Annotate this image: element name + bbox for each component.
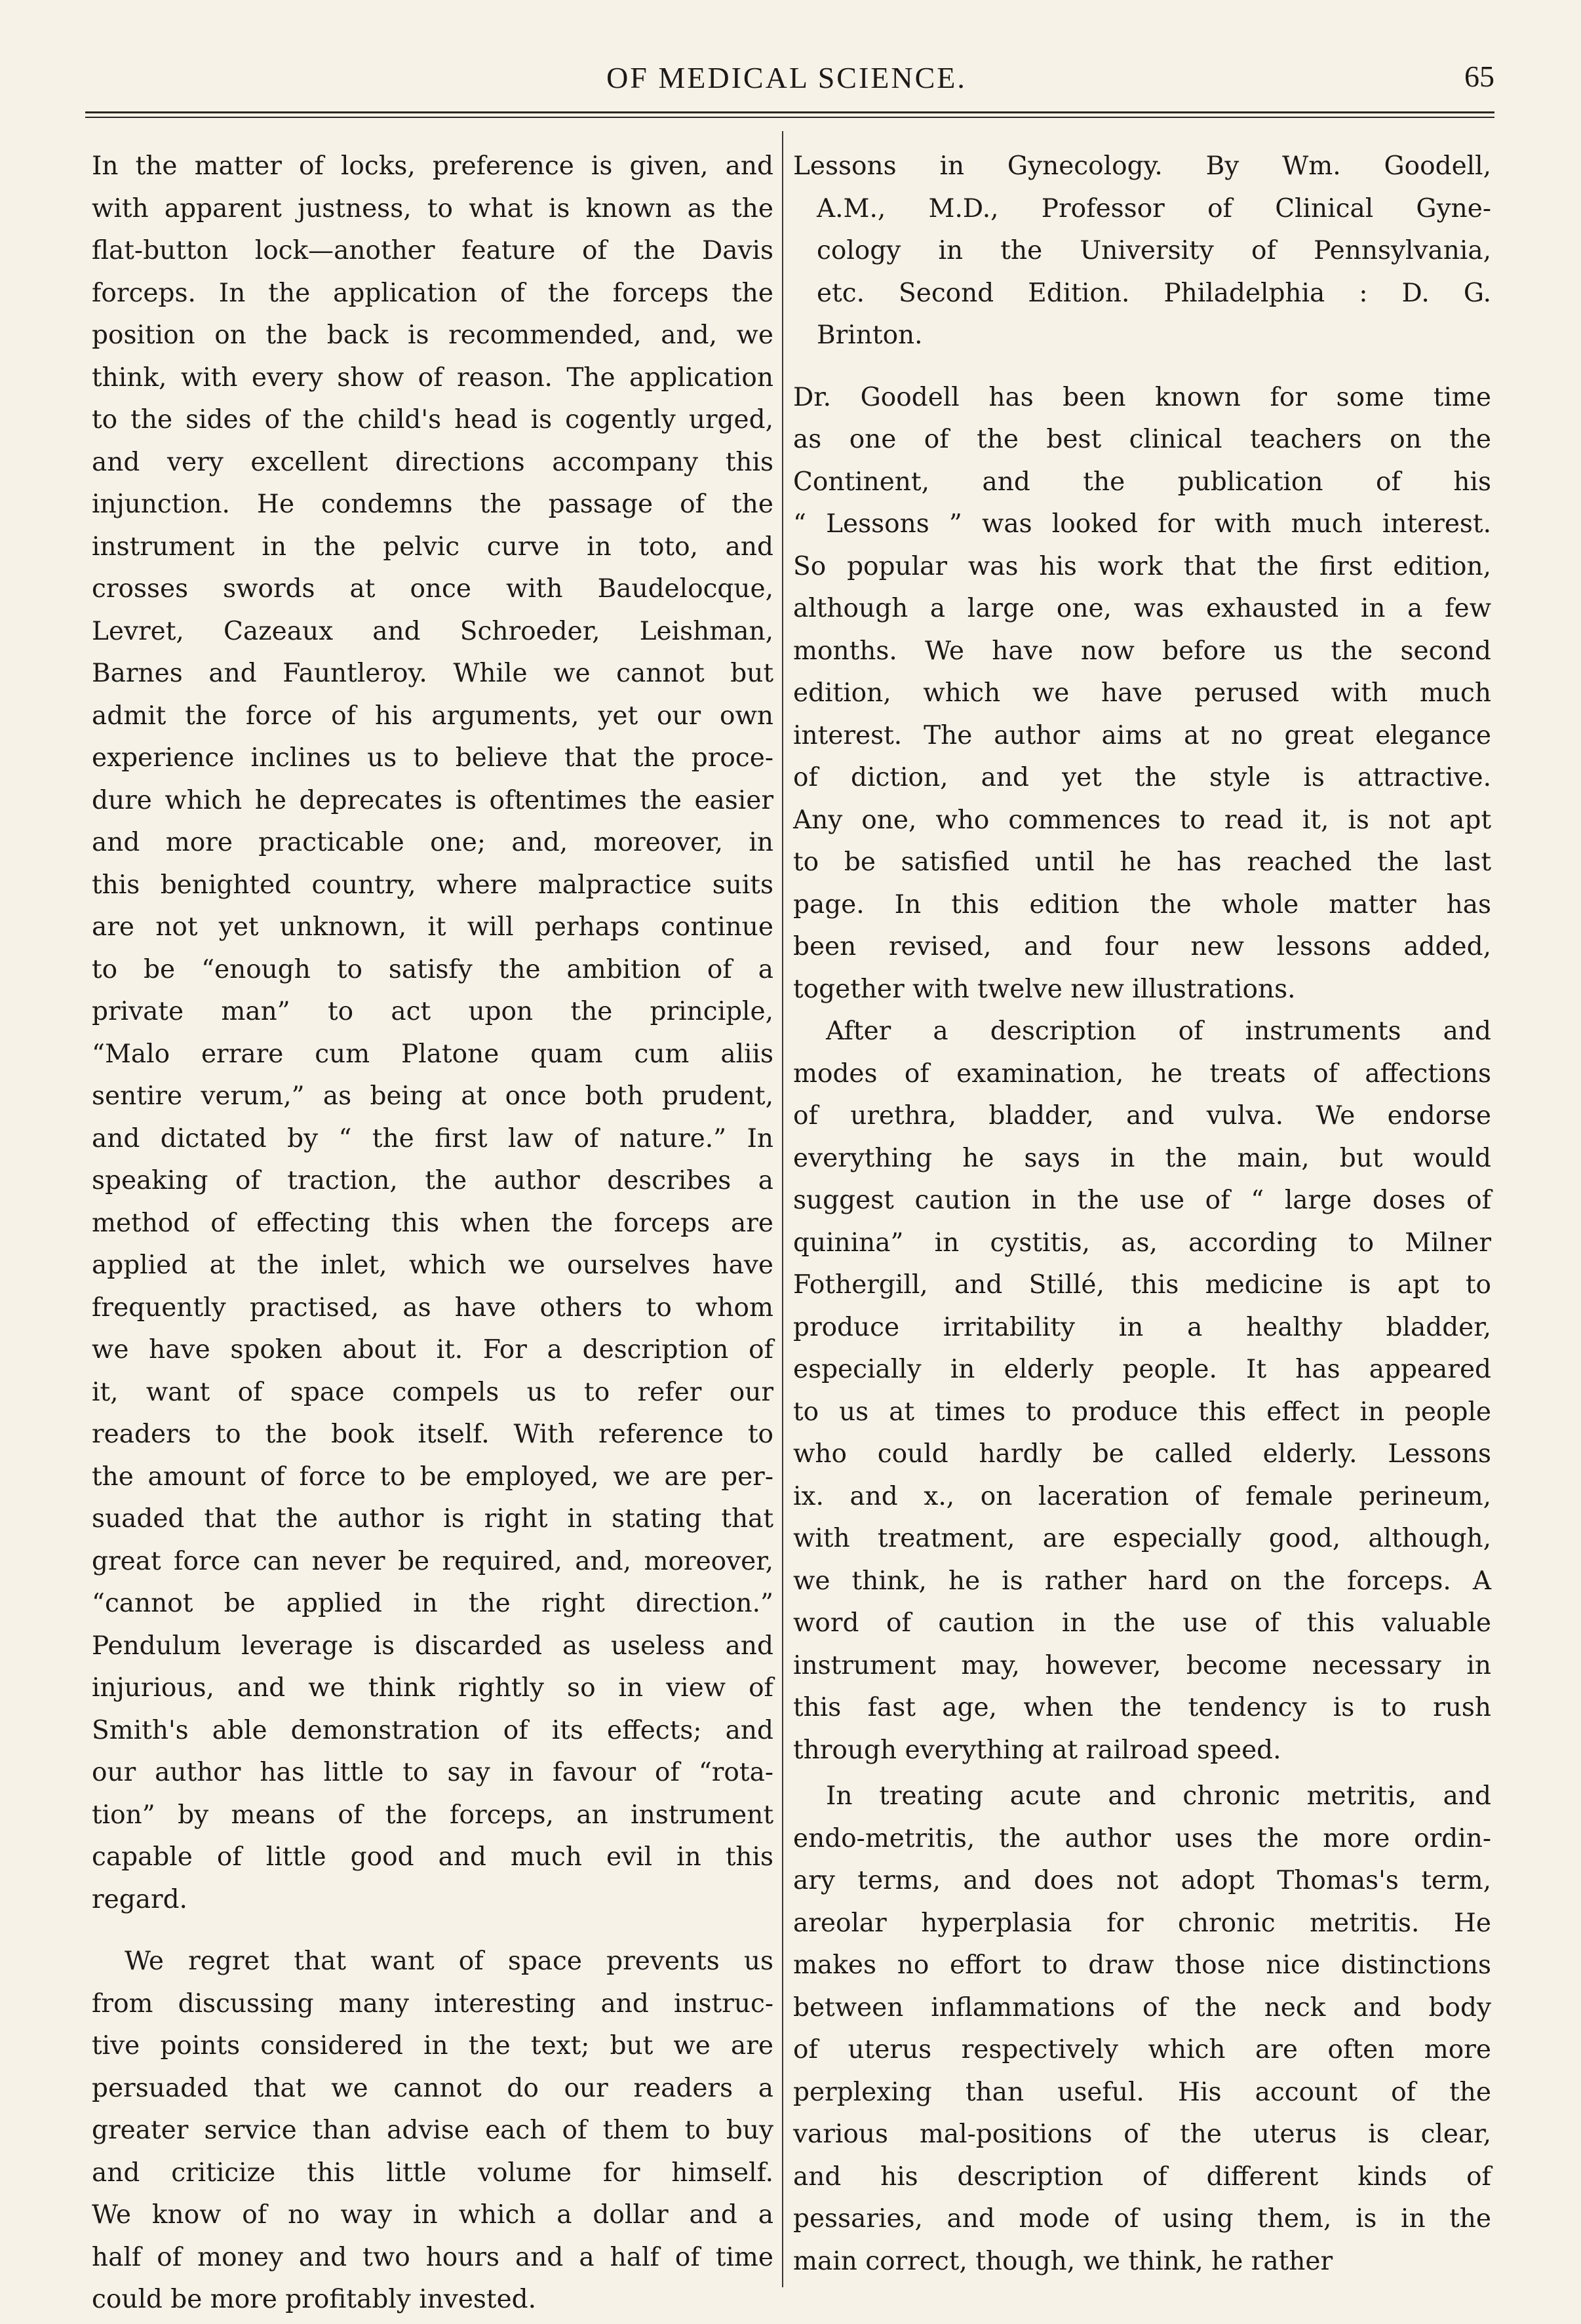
text-line: Dr. Goodell has been known for some time	[793, 382, 1491, 412]
text-line: to the sides of the child's head is cogently urged,	[92, 405, 773, 435]
text-line: months. We have now before us the second	[793, 636, 1491, 666]
text-line: word of caution in the use of this valuable	[793, 1608, 1491, 1638]
text-line: to be satisfied until he has reached the last	[793, 847, 1491, 877]
text-line: endo-metritis, the author uses the more ordin-	[793, 1823, 1491, 1853]
text-line: are not yet unknown, it will perhaps continue	[92, 912, 773, 942]
text-line: Fothergill, and Stillé, this medicine is apt to	[793, 1270, 1491, 1300]
text-line: with treatment, are especially good, although,	[793, 1524, 1491, 1553]
left-paragraph-1	[92, 145, 773, 1921]
text-line: interest. The author aims at no great elegance	[793, 720, 1491, 750]
text-line: could be more profitably invested.	[92, 2285, 537, 2314]
right-paragraph-3	[793, 1775, 1491, 2283]
text-line: Continent, and the publication of his	[793, 467, 1491, 497]
running-head: OF MEDICAL SCIENCE.	[606, 61, 967, 94]
header-rule-thin	[85, 117, 1494, 118]
text-line: injunction. He condemns the passage of the	[92, 490, 773, 519]
text-line: instrument in the pelvic curve in toto, and	[92, 532, 773, 562]
text-line: private man” to act upon the principle,	[92, 997, 773, 1026]
text-line: modes of examination, he treats of affections	[793, 1058, 1491, 1089]
text-line: method of effecting this when the forceps are	[92, 1208, 773, 1238]
text-line: great force can never be required, and, moreover,	[92, 1546, 773, 1576]
text-line: makes no effort to draw those nice distinctions	[793, 1950, 1491, 1980]
text-line: Pendulum leverage is discarded as useless and	[92, 1631, 773, 1661]
text-line: pessaries, and mode of using them, is in the	[793, 2204, 1491, 2234]
text-line: of urethra, bladder, and vulva. We endorse	[793, 1101, 1491, 1131]
text-line: admit the force of his arguments, yet our own	[92, 701, 773, 731]
text-line: crosses swords at once with Baudelocque,	[92, 574, 773, 604]
text-line: cology in the University of Pennsylvania,	[817, 236, 1491, 265]
text-line: quinina” in cystitis, as, according to Milner	[793, 1228, 1491, 1258]
text-line: instrument may, however, become necessary in	[793, 1650, 1491, 1680]
text-line: Brinton.	[817, 320, 923, 350]
header-rule	[85, 111, 1494, 113]
text-line: ary terms, and does not adopt Thomas's term,	[793, 1866, 1491, 1895]
text-line: and dictated by “ the first law of nature.” In	[92, 1123, 773, 1153]
left-paragraph-2	[92, 1941, 773, 2321]
text-line: greater service than advise each of them to buy	[92, 2116, 773, 2145]
left-column	[92, 145, 773, 2321]
page-header	[79, 29, 1494, 101]
text-line: We know of no way in which a dollar and a	[92, 2200, 773, 2230]
text-line: suggest caution in the use of “ large doses of	[793, 1186, 1491, 1215]
right-paragraph-2	[793, 1011, 1491, 1772]
text-line: with apparent justness, to what is known as the	[92, 193, 773, 223]
text-line: sentire verum,” as being at once both prudent,	[92, 1081, 773, 1111]
column-divider	[782, 131, 783, 2287]
text-line: it, want of space compels us to refer our	[92, 1377, 773, 1407]
text-line: Levret, Cazeaux and Schroeder, Leishman,	[92, 616, 773, 646]
right-paragraph-1	[793, 377, 1491, 1011]
text-line: and criticize this little volume for himself.	[92, 2158, 773, 2188]
text-line: “Malo errare cum Platone quam cum aliis	[92, 1039, 773, 1069]
text-line: edition, which we have perused with much	[793, 678, 1491, 708]
text-line: produce irritability in a healthy bladder,	[793, 1312, 1491, 1342]
text-line: Lessons in Gynecology. By Wm. Goodell,	[793, 151, 1491, 181]
text-line: areolar hyperplasia for chronic metritis. He	[793, 1908, 1491, 1938]
text-line: flat-button lock—another feature of the Davis	[92, 236, 773, 265]
text-line: everything he says in the main, but would	[793, 1143, 1491, 1173]
text-line: this benighted country, where malpractice suits	[92, 870, 773, 900]
text-line: perplexing than useful. His account of the	[793, 2077, 1491, 2107]
text-line: “cannot be applied in the right direction.”	[92, 1589, 773, 1618]
text-line: experience inclines us to believe that the proce-	[92, 743, 773, 773]
text-line: to be “enough to satisfy the ambition of a	[92, 954, 773, 984]
text-line: although a large one, was exhausted in a few	[793, 594, 1491, 623]
text-line: main correct, though, we think, he rather	[793, 2246, 1333, 2276]
text-line: various mal-positions of the uterus is clear,	[793, 2120, 1491, 2149]
text-line: forceps. In the application of the forceps the	[92, 278, 773, 308]
text-line: position on the back is recommended, and, we	[92, 320, 773, 350]
text-line: injurious, and we think rightly so in view of	[92, 1673, 773, 1703]
text-line: of uterus respectively which are often more	[793, 2035, 1491, 2064]
text-line: Any one, who commences to read it, is not apt	[793, 805, 1491, 835]
text-line: capable of little good and much evil in this	[92, 1842, 773, 1872]
text-line: “ Lessons ” was looked for with much interest.	[793, 509, 1491, 539]
text-line: tion” by means of the forceps, an instrument	[92, 1800, 773, 1830]
text-line: we think, he is rather hard on the forceps. A	[793, 1566, 1491, 1596]
right-column	[793, 145, 1491, 2283]
text-line: especially in elderly people. It has appeared	[793, 1355, 1491, 1384]
text-line: applied at the inlet, which we ourselves have	[92, 1250, 773, 1280]
text-line: suaded that the author is right in stating that	[92, 1504, 773, 1534]
text-line: half of money and two hours and a half of time	[92, 2242, 773, 2272]
text-line: Smith's able demonstration of its effects; and	[92, 1715, 773, 1745]
page-number: 65	[1464, 60, 1494, 93]
text-line: speaking of traction, the author describes a	[92, 1166, 773, 1195]
text-line: etc. Second Edition. Philadelphia : D. G.	[817, 278, 1491, 308]
text-line: through everything at railroad speed.	[793, 1735, 1281, 1765]
text-line: between inflammations of the neck and body	[793, 1992, 1491, 2023]
book-reference	[793, 145, 1491, 357]
text-line: and more practicable one; and, moreover, in	[92, 828, 773, 857]
text-line: After a description of instruments and	[826, 1017, 1491, 1046]
text-line: readers to the book itself. With reference to	[92, 1420, 773, 1449]
text-line: In the matter of locks, preference is given, and	[92, 151, 773, 181]
text-line: to us at times to produce this effect in people	[793, 1397, 1491, 1427]
text-line: as one of the best clinical teachers on the	[793, 425, 1491, 454]
text-line: been revised, and four new lessons added,	[793, 932, 1491, 961]
text-line: we have spoken about it. For a description of	[92, 1335, 773, 1365]
text-line: who could hardly be called elderly. Lessons	[793, 1439, 1491, 1469]
text-line: Barnes and Fauntleroy. While we cannot but	[92, 659, 773, 688]
text-line: ix. and x., on laceration of female perineum,	[793, 1481, 1491, 1511]
text-line: dure which he deprecates is oftentimes the easier	[92, 785, 773, 815]
text-line: together with twelve new illustrations.	[793, 974, 1296, 1004]
text-line: A.M., M.D., Professor of Clinical Gyne-	[817, 193, 1491, 223]
text-line: persuaded that we cannot do our readers a	[92, 2073, 773, 2103]
text-line: think, with every show of reason. The application	[92, 362, 773, 393]
text-line: the amount of force to be employed, we are per-	[92, 1462, 773, 1492]
text-line: In treating acute and chronic metritis, and	[826, 1781, 1491, 1811]
text-line: our author has little to say in favour of “rota-	[92, 1758, 773, 1787]
text-line: of diction, and yet the style is attractive.	[793, 763, 1491, 792]
text-line: frequently practised, as have others to whom	[92, 1292, 773, 1323]
text-line: We regret that want of space prevents us	[125, 1946, 773, 1976]
text-line: from discussing many interesting and instruc-	[92, 1988, 773, 2019]
text-line: tive points considered in the text; but we are	[92, 2031, 773, 2061]
text-line: and very excellent directions accompany this	[92, 447, 773, 477]
text-line: and his description of different kinds of	[793, 2161, 1491, 2192]
text-line: regard.	[92, 1884, 187, 1914]
text-line: page. In this edition the whole matter has	[793, 889, 1491, 920]
text-line: So popular was his work that the first edition,	[793, 551, 1491, 581]
text-line: this fast age, when the tendency is to rush	[793, 1693, 1491, 1722]
